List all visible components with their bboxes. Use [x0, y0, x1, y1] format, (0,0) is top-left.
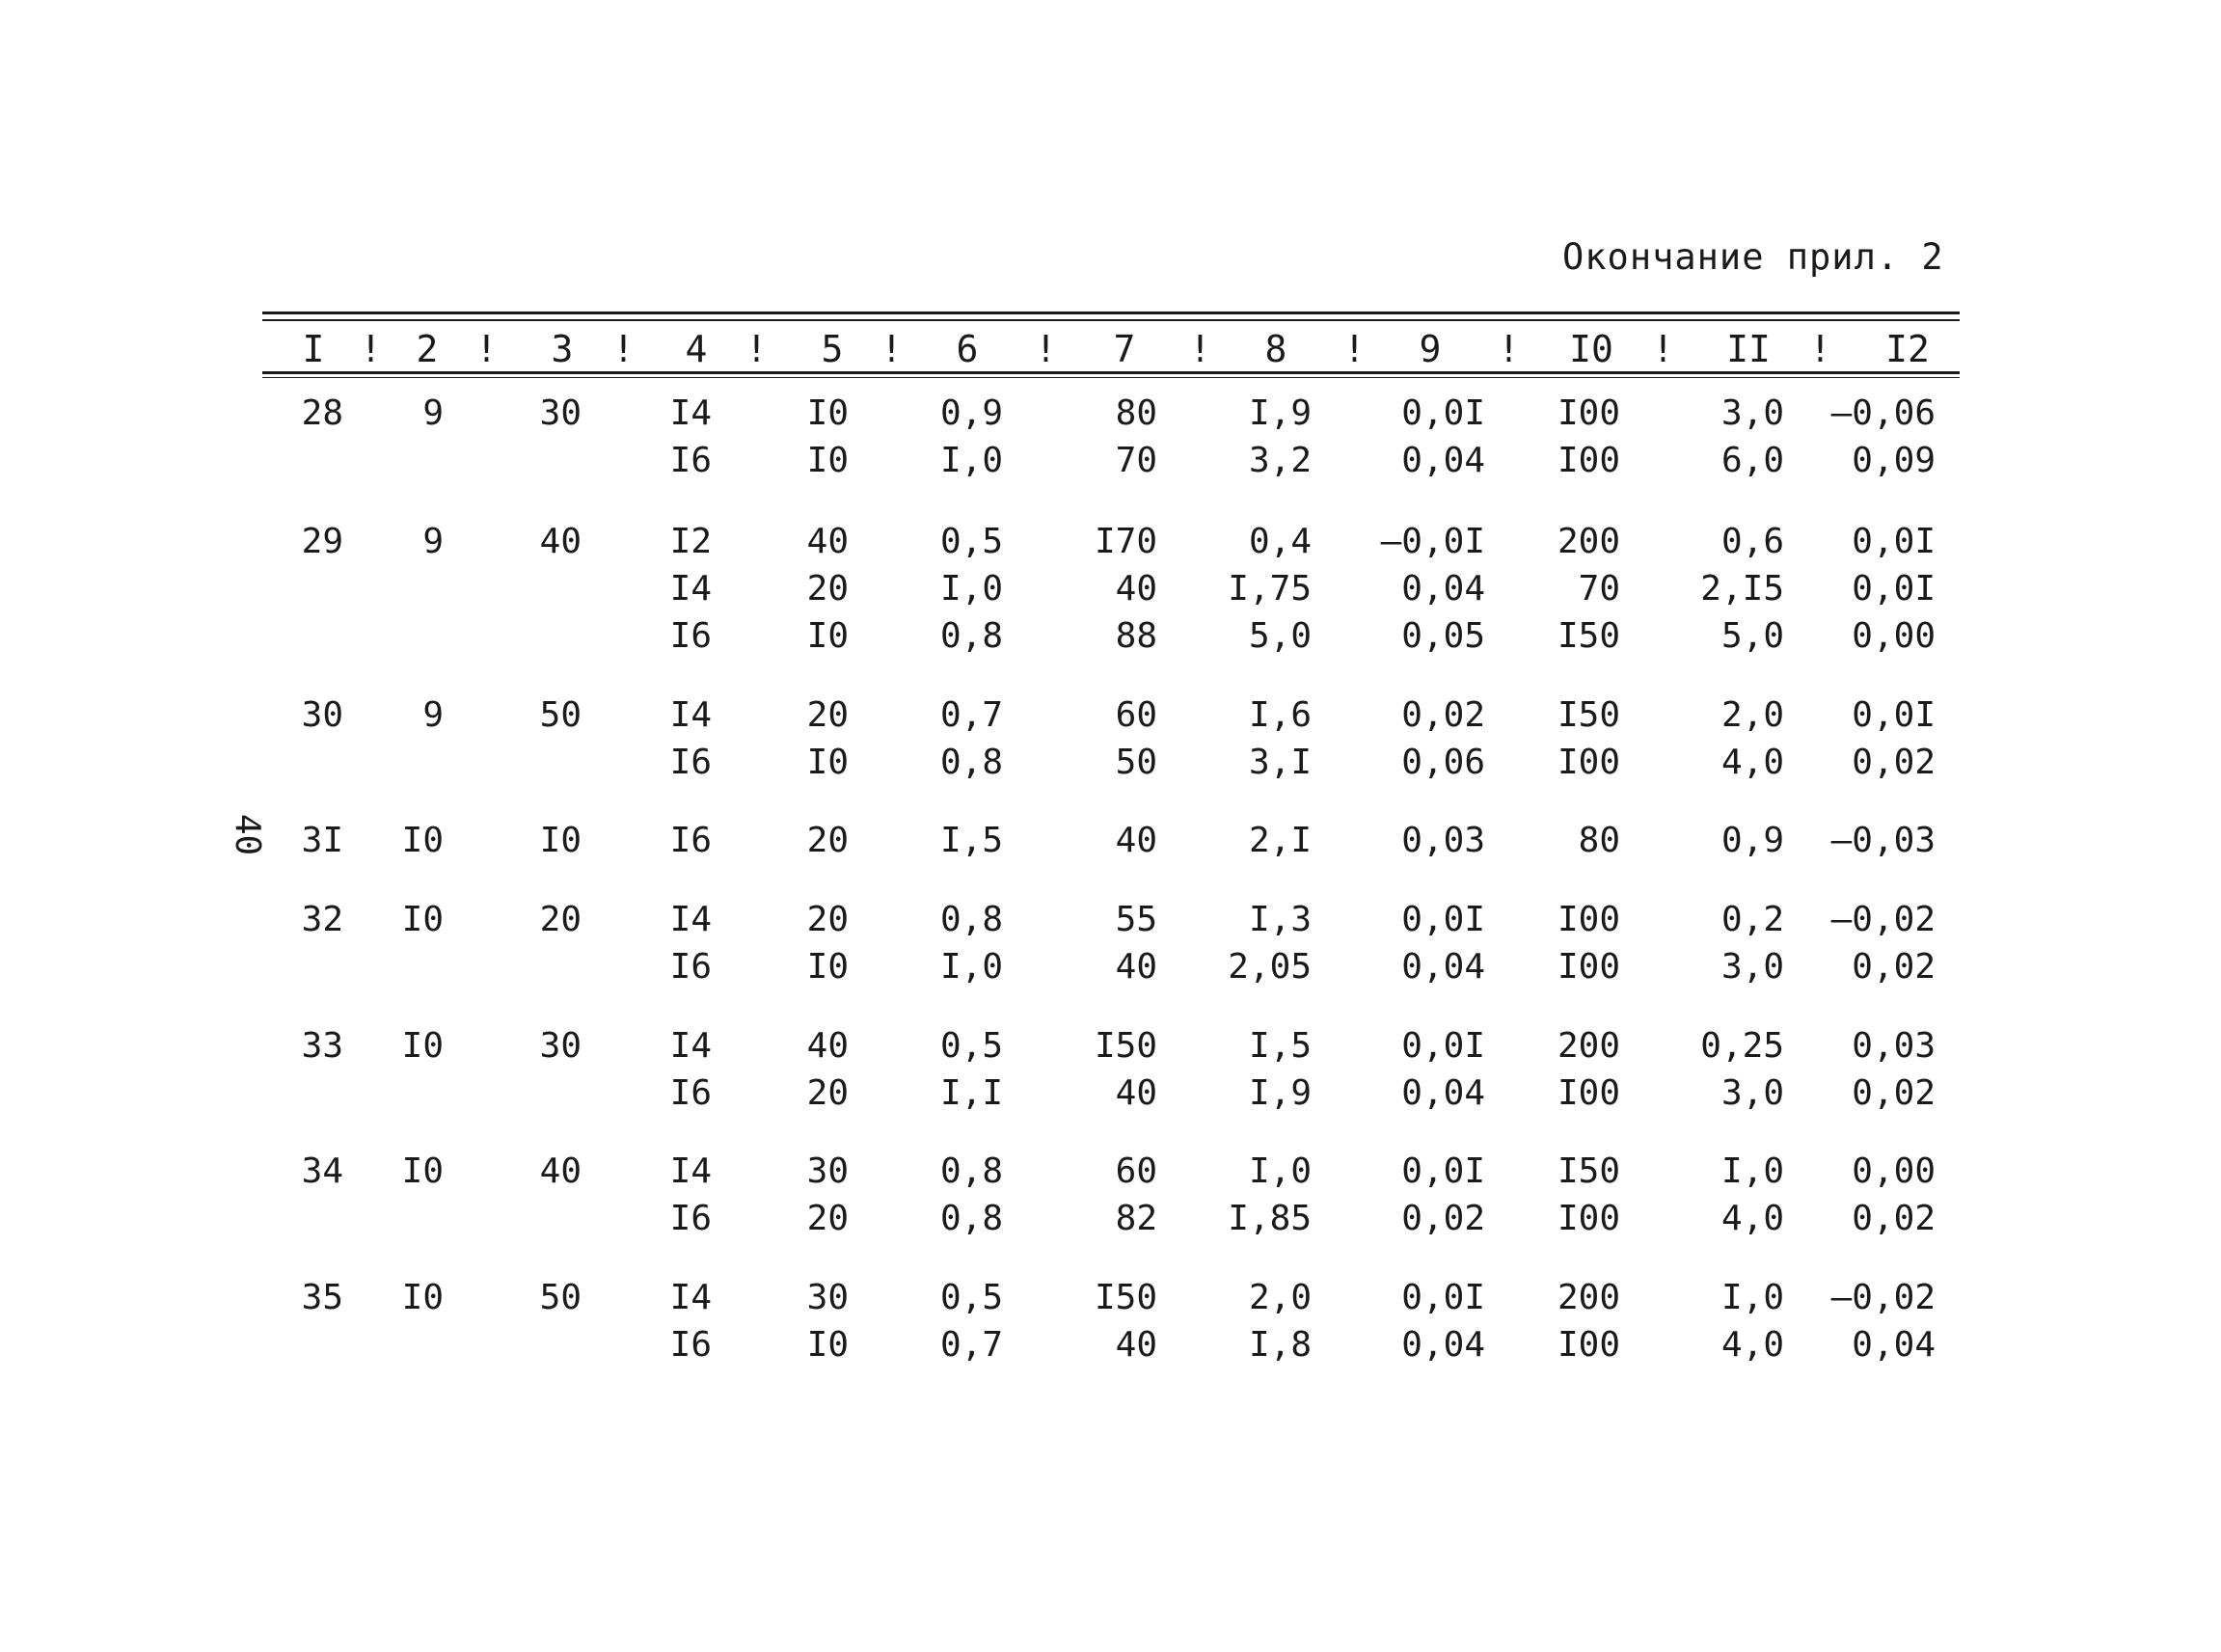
- table-cell-col-8: I,3: [1248, 900, 1312, 939]
- table-cell-col-11: 3,0: [1720, 947, 1784, 987]
- table-cell-col-4: I4: [669, 393, 712, 433]
- table-cell-col-9: 0,06: [1401, 743, 1485, 782]
- table-cell-col-7: I50: [1094, 1026, 1157, 1066]
- table-header-bottom-rule: [262, 371, 1960, 374]
- header-col-4: 4: [685, 328, 708, 370]
- table-cell-col-12: –0,06: [1830, 393, 1936, 433]
- table-cell-col-8: I,75: [1228, 569, 1312, 609]
- table-cell-col-4: I4: [669, 1278, 712, 1317]
- table-cell-col-3: 50: [539, 695, 582, 735]
- table-cell-col-1: 3I: [301, 821, 343, 860]
- table-cell-col-3: 50: [539, 1278, 582, 1317]
- table-cell-col-1: 32: [301, 900, 343, 939]
- table-header-bottom-rule-secondary: [262, 377, 1960, 378]
- table-cell-col-10: 70: [1578, 569, 1620, 609]
- table-cell-col-11: 3,0: [1720, 1073, 1784, 1113]
- table-cell-col-5: 30: [806, 1278, 849, 1317]
- table-cell-col-9: –0,0I: [1380, 522, 1485, 561]
- table-cell-col-9: 0,02: [1401, 1199, 1485, 1238]
- table-cell-col-2: 9: [422, 393, 444, 433]
- header-separator: !: [745, 328, 768, 370]
- table-cell-col-7: 40: [1115, 947, 1157, 987]
- table-cell-col-7: 55: [1115, 900, 1157, 939]
- table-cell-col-11: 0,6: [1720, 522, 1784, 561]
- table-cell-col-9: 0,0I: [1401, 393, 1485, 433]
- table-cell-col-5: I0: [806, 1325, 849, 1365]
- table-cell-col-3: 30: [539, 393, 582, 433]
- table-cell-col-5: 40: [806, 522, 849, 561]
- table-cell-col-1: 34: [301, 1151, 343, 1191]
- page-number: 40: [228, 813, 268, 856]
- header-col-12: I2: [1885, 328, 1930, 370]
- table-cell-col-5: 20: [806, 821, 849, 860]
- table-cell-col-5: I0: [806, 441, 849, 480]
- header-col-1: I: [302, 328, 325, 370]
- table-cell-col-12: –0,02: [1830, 1278, 1936, 1317]
- table-cell-col-4: I6: [669, 616, 712, 656]
- table-cell-col-12: –0,02: [1830, 900, 1936, 939]
- table-cell-col-5: 30: [806, 1151, 849, 1191]
- table-cell-col-10: I00: [1557, 441, 1620, 480]
- table-cell-col-9: 0,0I: [1401, 1026, 1485, 1066]
- table-cell-col-8: 2,I: [1248, 821, 1312, 860]
- header-col-8: 8: [1264, 328, 1287, 370]
- table-cell-col-7: 40: [1115, 821, 1157, 860]
- table-cell-col-6: I,0: [939, 569, 1003, 609]
- table-cell-col-4: I6: [669, 1325, 712, 1365]
- table-cell-col-8: 3,I: [1248, 743, 1312, 782]
- table-cell-col-6: 0,7: [939, 695, 1003, 735]
- header-separator: !: [475, 328, 498, 370]
- table-cell-col-6: 0,5: [939, 1026, 1003, 1066]
- table-cell-col-12: 0,0I: [1852, 522, 1936, 561]
- header-col-7: 7: [1113, 328, 1136, 370]
- table-cell-col-12: 0,03: [1852, 1026, 1936, 1066]
- header-separator: !: [1498, 328, 1520, 370]
- header-separator: !: [612, 328, 635, 370]
- table-cell-col-3: I0: [539, 821, 582, 860]
- table-cell-col-6: I,0: [939, 947, 1003, 987]
- table-cell-col-8: 5,0: [1248, 616, 1312, 656]
- appendix-caption: Окончание прил. 2: [1562, 236, 1944, 278]
- table-cell-col-6: 0,9: [939, 393, 1003, 433]
- table-cell-col-11: 6,0: [1720, 441, 1784, 480]
- table-cell-col-12: –0,03: [1830, 821, 1936, 860]
- table-cell-col-12: 0,02: [1852, 743, 1936, 782]
- table-cell-col-11: 3,0: [1720, 393, 1784, 433]
- table-cell-col-10: I00: [1557, 947, 1620, 987]
- table-cell-col-4: I6: [669, 743, 712, 782]
- table-cell-col-3: 30: [539, 1026, 582, 1066]
- table-cell-col-10: 200: [1557, 1026, 1620, 1066]
- table-cell-col-6: I,I: [939, 1073, 1003, 1113]
- table-cell-col-4: I4: [669, 1151, 712, 1191]
- table-cell-col-1: 33: [301, 1026, 343, 1066]
- table-cell-col-5: 20: [806, 695, 849, 735]
- table-cell-col-7: 88: [1115, 616, 1157, 656]
- table-cell-col-5: I0: [806, 947, 849, 987]
- table-cell-col-12: 0,00: [1852, 616, 1936, 656]
- header-col-11: II: [1726, 328, 1771, 370]
- table-cell-col-7: 50: [1115, 743, 1157, 782]
- table-cell-col-6: 0,8: [939, 743, 1003, 782]
- table-cell-col-11: 0,9: [1720, 821, 1784, 860]
- table-cell-col-6: 0,8: [939, 900, 1003, 939]
- table-cell-col-9: 0,04: [1401, 1073, 1485, 1113]
- table-cell-col-8: I,8: [1248, 1325, 1312, 1365]
- table-cell-col-9: 0,0I: [1401, 900, 1485, 939]
- table-cell-col-6: 0,8: [939, 1151, 1003, 1191]
- table-cell-col-8: I,5: [1248, 1026, 1312, 1066]
- table-cell-col-5: 20: [806, 569, 849, 609]
- table-cell-col-12: 0,00: [1852, 1151, 1936, 1191]
- table-cell-col-8: I,0: [1248, 1151, 1312, 1191]
- table-header-row: [0, 328, 2221, 370]
- table-cell-col-5: 20: [806, 1073, 849, 1113]
- table-cell-col-6: I,0: [939, 441, 1003, 480]
- table-cell-col-6: I,5: [939, 821, 1003, 860]
- table-cell-col-10: I50: [1557, 1151, 1620, 1191]
- table-cell-col-9: 0,05: [1401, 616, 1485, 656]
- table-cell-col-8: 3,2: [1248, 441, 1312, 480]
- table-cell-col-12: 0,09: [1852, 441, 1936, 480]
- header-separator: !: [1809, 328, 1831, 370]
- table-cell-col-7: 60: [1115, 1151, 1157, 1191]
- table-cell-col-11: I,0: [1720, 1278, 1784, 1317]
- table-cell-col-6: 0,5: [939, 1278, 1003, 1317]
- table-cell-col-4: I4: [669, 695, 712, 735]
- table-cell-col-11: 4,0: [1720, 743, 1784, 782]
- table-cell-col-10: I50: [1557, 695, 1620, 735]
- table-cell-col-10: I00: [1557, 1199, 1620, 1238]
- table-cell-col-4: I4: [669, 569, 712, 609]
- header-col-5: 5: [821, 328, 844, 370]
- table-cell-col-5: 40: [806, 1026, 849, 1066]
- table-cell-col-5: 20: [806, 900, 849, 939]
- header-col-6: 6: [956, 328, 979, 370]
- table-cell-col-6: 0,5: [939, 522, 1003, 561]
- table-cell-col-9: 0,04: [1401, 1325, 1485, 1365]
- table-cell-col-10: 80: [1578, 821, 1620, 860]
- table-cell-col-9: 0,03: [1401, 821, 1485, 860]
- header-col-3: 3: [551, 328, 574, 370]
- table-cell-col-12: 0,02: [1852, 1199, 1936, 1238]
- table-cell-col-2: I0: [401, 1278, 444, 1317]
- table-cell-col-10: I00: [1557, 900, 1620, 939]
- table-cell-col-4: I2: [669, 522, 712, 561]
- table-cell-col-9: 0,04: [1401, 441, 1485, 480]
- table-cell-col-12: 0,0I: [1852, 569, 1936, 609]
- table-cell-col-2: I0: [401, 1151, 444, 1191]
- table-cell-col-1: 30: [301, 695, 343, 735]
- header-col-9: 9: [1419, 328, 1442, 370]
- header-col-2: 2: [416, 328, 439, 370]
- table-cell-col-7: I70: [1094, 522, 1157, 561]
- table-cell-col-8: I,6: [1248, 695, 1312, 735]
- table-cell-col-4: I6: [669, 947, 712, 987]
- table-cell-col-6: 0,8: [939, 616, 1003, 656]
- table-cell-col-11: 0,25: [1700, 1026, 1784, 1066]
- table-cell-col-2: I0: [401, 1026, 444, 1066]
- header-separator: !: [880, 328, 903, 370]
- table-cell-col-1: 35: [301, 1278, 343, 1317]
- table-cell-col-4: I4: [669, 900, 712, 939]
- table-cell-col-8: 2,0: [1248, 1278, 1312, 1317]
- table-cell-col-4: I6: [669, 441, 712, 480]
- table-cell-col-12: 0,0I: [1852, 695, 1936, 735]
- table-cell-col-5: I0: [806, 743, 849, 782]
- table-cell-col-7: 60: [1115, 695, 1157, 735]
- table-cell-col-2: 9: [422, 695, 444, 735]
- header-separator: !: [360, 328, 382, 370]
- table-cell-col-4: I6: [669, 821, 712, 860]
- table-cell-col-2: 9: [422, 522, 444, 561]
- header-separator: !: [1189, 328, 1211, 370]
- table-cell-col-8: I,9: [1248, 393, 1312, 433]
- table-cell-col-11: I,0: [1720, 1151, 1784, 1191]
- table-cell-col-10: I00: [1557, 743, 1620, 782]
- table-cell-col-7: 40: [1115, 569, 1157, 609]
- table-cell-col-11: 4,0: [1720, 1199, 1784, 1238]
- table-cell-col-3: 40: [539, 1151, 582, 1191]
- table-cell-col-1: 29: [301, 522, 343, 561]
- table-cell-col-9: 0,04: [1401, 569, 1485, 609]
- header-separator: !: [1343, 328, 1366, 370]
- table-cell-col-1: 28: [301, 393, 343, 433]
- table-cell-col-7: 70: [1115, 441, 1157, 480]
- table-cell-col-10: I00: [1557, 393, 1620, 433]
- table-cell-col-5: 20: [806, 1199, 849, 1238]
- table-cell-col-2: I0: [401, 821, 444, 860]
- table-cell-col-7: 40: [1115, 1325, 1157, 1365]
- table-cell-col-4: I4: [669, 1026, 712, 1066]
- table-cell-col-2: I0: [401, 900, 444, 939]
- table-cell-col-10: I00: [1557, 1325, 1620, 1365]
- table-cell-col-7: 82: [1115, 1199, 1157, 1238]
- table-cell-col-12: 0,04: [1852, 1325, 1936, 1365]
- table-cell-col-8: I,9: [1248, 1073, 1312, 1113]
- table-cell-col-5: I0: [806, 616, 849, 656]
- table-cell-col-8: 2,05: [1228, 947, 1312, 987]
- table-cell-col-7: 40: [1115, 1073, 1157, 1113]
- header-separator: !: [1035, 328, 1057, 370]
- table-cell-col-11: 4,0: [1720, 1325, 1784, 1365]
- table-cell-col-7: I50: [1094, 1278, 1157, 1317]
- table-cell-col-10: I00: [1557, 1073, 1620, 1113]
- table-cell-col-9: 0,04: [1401, 947, 1485, 987]
- table-cell-col-8: I,85: [1228, 1199, 1312, 1238]
- table-cell-col-5: I0: [806, 393, 849, 433]
- header-separator: !: [1652, 328, 1674, 370]
- table-cell-col-12: 0,02: [1852, 947, 1936, 987]
- table-top-rule-secondary: [262, 319, 1960, 321]
- table-cell-col-12: 0,02: [1852, 1073, 1936, 1113]
- table-cell-col-3: 40: [539, 522, 582, 561]
- table-cell-col-4: I6: [669, 1073, 712, 1113]
- table-cell-col-6: 0,8: [939, 1199, 1003, 1238]
- table-cell-col-11: 2,0: [1720, 695, 1784, 735]
- header-col-10: I0: [1569, 328, 1613, 370]
- table-cell-col-9: 0,0I: [1401, 1151, 1485, 1191]
- table-cell-col-10: 200: [1557, 1278, 1620, 1317]
- table-cell-col-9: 0,02: [1401, 695, 1485, 735]
- table-cell-col-10: 200: [1557, 522, 1620, 561]
- table-cell-col-10: I50: [1557, 616, 1620, 656]
- table-cell-col-7: 80: [1115, 393, 1157, 433]
- table-cell-col-4: I6: [669, 1199, 712, 1238]
- table-cell-col-8: 0,4: [1248, 522, 1312, 561]
- table-cell-col-11: 5,0: [1720, 616, 1784, 656]
- table-cell-col-6: 0,7: [939, 1325, 1003, 1365]
- table-cell-col-11: 0,2: [1720, 900, 1784, 939]
- table-cell-col-3: 20: [539, 900, 582, 939]
- table-cell-col-11: 2,I5: [1700, 569, 1784, 609]
- table-cell-col-9: 0,0I: [1401, 1278, 1485, 1317]
- table-top-rule: [262, 311, 1960, 314]
